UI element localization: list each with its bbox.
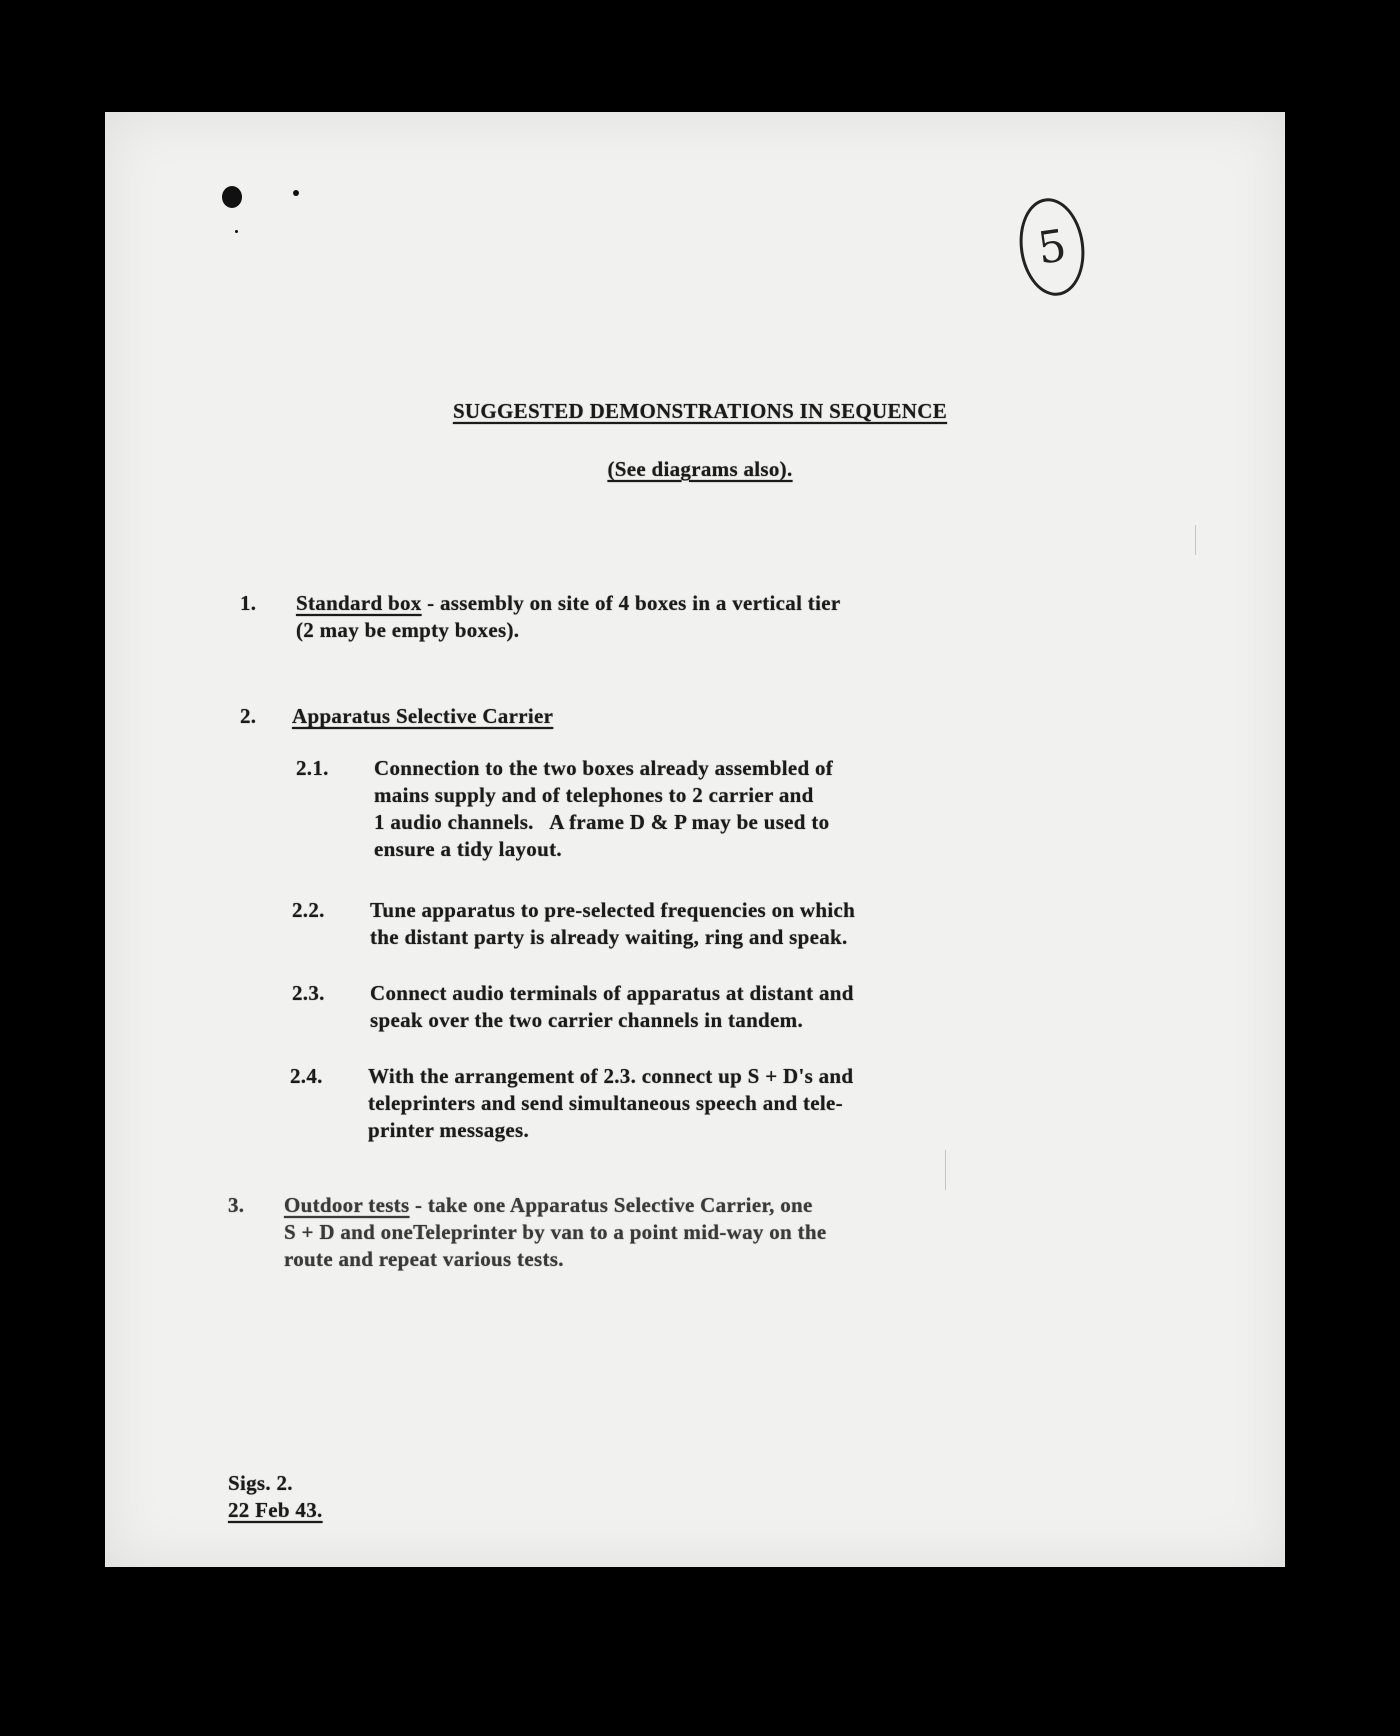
subitem-line: printer messages. [368,1118,530,1142]
item-line: - take one Apparatus Selective Carrier, one [409,1193,813,1217]
subitem-number: 2.1. [296,756,329,780]
item-heading: Outdoor tests [284,1193,410,1217]
item-heading: Apparatus Selective Carrier [292,704,554,728]
subitem-line: speak over the two carrier channels in tandem. [370,1008,803,1032]
subitem-number: 2.4. [290,1064,323,1088]
item-line: (2 may be empty boxes). [296,618,520,642]
subitem-line: 1 audio channels. A frame D & P may be used to [374,810,830,834]
item-heading: Standard box [296,591,422,615]
document-subtitle: (See diagrams also). [607,457,793,481]
item-text [296,590,840,617]
document-title: SUGGESTED DEMONSTRATIONS IN SEQUENCE [452,399,948,423]
ink-blot [222,186,242,208]
document-page [105,112,1285,1567]
item-line: route and repeat various tests. [284,1247,564,1271]
subitem-line: Connect audio terminals of apparatus at distant and [370,981,854,1005]
date-line: 22 Feb 43. [228,1498,323,1522]
subitem-line: teleprinters and send simultaneous speech and tele- [368,1091,843,1115]
subitem-line: mains supply and of telephones to 2 carrier and [374,783,814,807]
subitem-line: Connection to the two boxes already assembled of [374,756,834,780]
item-line: S + D and oneTeleprinter by van to a point mid-way on the [284,1220,827,1244]
item-number: 1. [240,591,257,615]
item-number: 3. [228,1193,245,1217]
item-number: 2. [240,704,257,728]
ink-dot [235,230,238,233]
page-number: 5 [1034,219,1070,275]
signature-line: Sigs. 2. [228,1471,293,1495]
subitem-line: Tune apparatus to pre-selected frequencies on which [370,898,856,922]
item-line: - assembly on site of 4 boxes in a vertical tier [421,591,841,615]
subitem-line: With the arrangement of 2.3. connect up S + D's and [368,1064,854,1088]
fold-mark [1195,525,1196,555]
subitem-line: ensure a tidy layout. [374,837,562,861]
ink-dot [293,190,299,196]
subitem-line: the distant party is already waiting, ring and speak. [370,925,848,949]
subitem-number: 2.2. [292,898,325,922]
subitem-number: 2.3. [292,981,325,1005]
item-text [284,1192,813,1219]
fold-mark [945,1150,946,1190]
